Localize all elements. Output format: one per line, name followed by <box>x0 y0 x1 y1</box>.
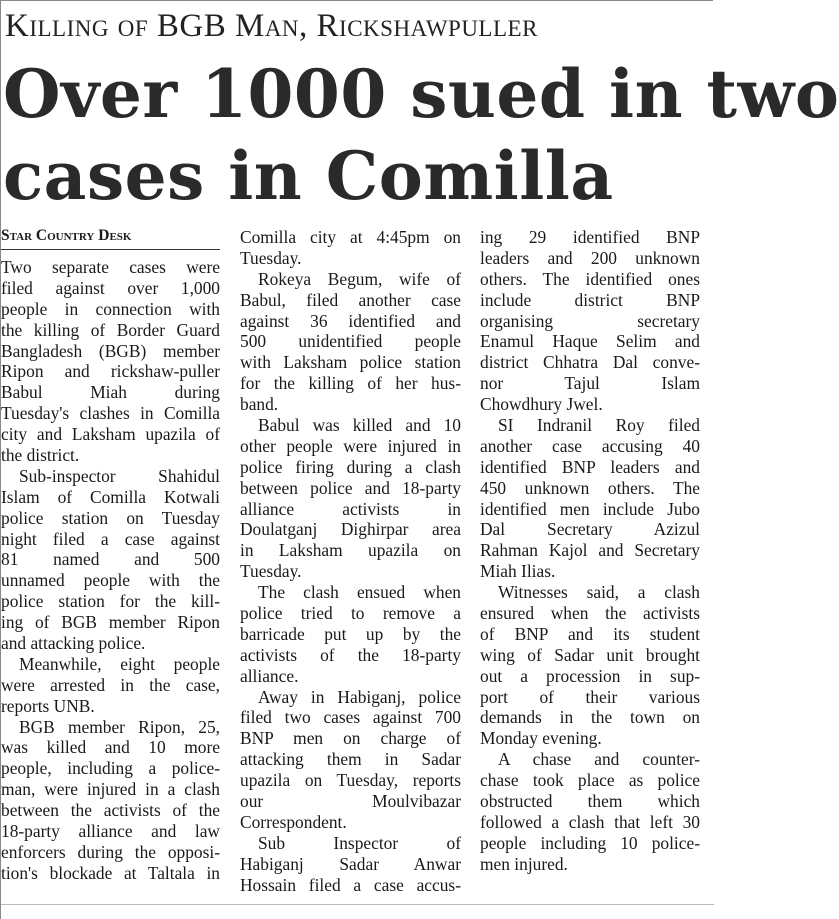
text-line: Meanwhile, eight people <box>19 653 220 674</box>
text-line: Babul was killed and 10 <box>258 415 461 436</box>
text-line: ing 29 identified BNP <box>480 227 700 247</box>
text-line: ensured when the activists <box>480 603 700 624</box>
text-line: Babul, filed another case <box>240 289 461 310</box>
text-line: activists of the 18-party <box>240 644 461 665</box>
text-line: 450 unknown others. The <box>480 477 700 498</box>
bottom-divider <box>1 904 714 905</box>
text-line: organising secretary <box>480 310 700 331</box>
text-line: alliance activists in <box>240 498 461 519</box>
column-body <box>1 257 220 884</box>
text-line: BNP men on charge of <box>240 728 461 749</box>
text-line: Rahman Kajol and Secretary <box>480 540 700 561</box>
text-line: Two separate cases were <box>1 257 220 277</box>
text-line: Sub Inspector of <box>258 832 461 853</box>
text-line: people including 10 police- <box>480 832 700 853</box>
column-body <box>480 227 700 875</box>
article-column-3 <box>480 227 700 875</box>
text-line: Babul Miah during <box>1 382 220 403</box>
text-line: Monday evening. <box>480 728 602 749</box>
text-line: men injured. <box>480 853 568 874</box>
text-line: in Laksham upazila on <box>240 540 461 561</box>
text-line: identified BNP leaders and <box>480 456 700 477</box>
text-line: followed a clash that left 30 <box>480 811 700 832</box>
text-line: were arrested in the case, <box>1 674 220 695</box>
text-line: Witnesses said, a clash <box>498 582 700 603</box>
text-line: against 36 identified and <box>240 310 461 331</box>
text-line: Chowdhury Jwel. <box>480 394 603 415</box>
text-line: Ripon and rickshaw-puller <box>1 361 220 382</box>
article-column-1 <box>1 226 220 884</box>
text-line: people in connection with <box>1 298 220 319</box>
text-line: Tuesday. <box>240 561 302 582</box>
text-line: alliance. <box>240 665 299 686</box>
text-line: Miah Ilias. <box>480 561 556 582</box>
text-line: the killing of Border Guard <box>1 319 220 340</box>
text-line: our Moulvibazar <box>240 791 461 812</box>
text-line: Doulatganj Dighirpar area <box>240 519 461 540</box>
text-line: another case accusing 40 <box>480 435 700 456</box>
text-line: obstructed them which <box>480 791 700 812</box>
text-line: Tuesday. <box>240 247 302 268</box>
text-line: and attacking police. <box>1 633 146 654</box>
text-line: upazila on Tuesday, reports <box>240 770 461 791</box>
text-line: Correspondent. <box>240 811 347 832</box>
text-line: include district BNP <box>480 289 700 310</box>
text-line: Away in Habiganj, police <box>258 686 461 707</box>
text-line: 81 named and 500 <box>1 549 220 570</box>
column-body <box>240 227 461 896</box>
text-line: police firing during a clash <box>240 456 461 477</box>
text-line: port of their various <box>480 686 700 707</box>
text-line: 500 unidentified people <box>240 331 461 352</box>
text-line: police station on Tuesday <box>1 507 220 528</box>
text-line: enforcers during the opposi- <box>1 841 220 862</box>
headline-line: cases in Comilla <box>3 137 614 215</box>
text-line: 18-party alliance and law <box>1 821 220 842</box>
article-column-2 <box>240 227 461 896</box>
text-line: man, were injured in a clash <box>1 779 220 800</box>
article-headline <box>3 53 839 217</box>
text-line: BGB member Ripon, 25, <box>19 716 220 737</box>
text-line: A chase and counter- <box>498 749 700 770</box>
text-line: with Laksham police station <box>240 352 461 373</box>
text-line: Hossain filed a case accus- <box>240 874 461 895</box>
text-line: other people were injured in <box>240 435 461 456</box>
text-line: Sub-inspector Shahidul <box>19 465 220 486</box>
text-line: out a procession in sup- <box>480 665 700 686</box>
text-line: The clash ensued when <box>258 582 461 603</box>
text-line: reports UNB. <box>1 695 95 716</box>
text-line: for the killing of her hus- <box>240 373 461 394</box>
text-line: Comilla city at 4:45pm on <box>240 227 461 247</box>
text-line: between police and 18-party <box>240 477 461 498</box>
text-line: the district. <box>1 445 80 466</box>
text-line: of BNP and its student <box>480 623 700 644</box>
article-kicker: Killing of BGB Man, Rickshawpuller <box>5 8 538 44</box>
text-line: Dal Secretary Azizul <box>480 519 700 540</box>
text-line: Tuesday's clashes in Comilla <box>1 403 220 424</box>
headline-line: Over 1000 sued in two <box>3 55 839 133</box>
text-line: Enamul Haque Selim and <box>480 331 700 352</box>
text-line: demands in the town on <box>480 707 700 728</box>
text-line: district Chhatra Dal conve- <box>480 352 700 373</box>
text-line: chase took place as police <box>480 770 700 791</box>
text-line: city and Laksham upazila of <box>1 424 220 445</box>
text-line: attacking them in Sadar <box>240 749 461 770</box>
text-line: Bangladesh (BGB) member <box>1 340 220 361</box>
text-line: ing of BGB member Ripon <box>1 612 220 633</box>
text-line: people, including a police- <box>1 758 220 779</box>
text-line: police tried to remove a <box>240 603 461 624</box>
text-line: others. The identified ones <box>480 268 700 289</box>
text-line: Islam of Comilla Kotwali <box>1 486 220 507</box>
text-line: police station for the kill- <box>1 591 220 612</box>
text-line: filed against over 1,000 <box>1 277 220 298</box>
text-line: band. <box>240 394 279 415</box>
text-line: SI Indranil Roy filed <box>498 415 700 436</box>
text-line: unnamed people with the <box>1 570 220 591</box>
text-line: wing of Sadar unit brought <box>480 644 700 665</box>
text-line: night filed a case against <box>1 528 220 549</box>
text-line: leaders and 200 unknown <box>480 247 700 268</box>
text-line: nor Tajul Islam <box>480 373 700 394</box>
text-line: filed two cases against 700 <box>240 707 461 728</box>
text-line: Habiganj Sadar Anwar <box>240 853 461 874</box>
text-line: tion's blockade at Taltala in <box>1 862 220 883</box>
text-line: Rokeya Begum, wife of <box>258 268 461 289</box>
article-byline: Star Country Desk <box>1 226 220 250</box>
text-line: barricade put up by the <box>240 623 461 644</box>
text-line: between the activists of the <box>1 800 220 821</box>
text-line: identified men include Jubo <box>480 498 700 519</box>
text-line: was killed and 10 more <box>1 737 220 758</box>
